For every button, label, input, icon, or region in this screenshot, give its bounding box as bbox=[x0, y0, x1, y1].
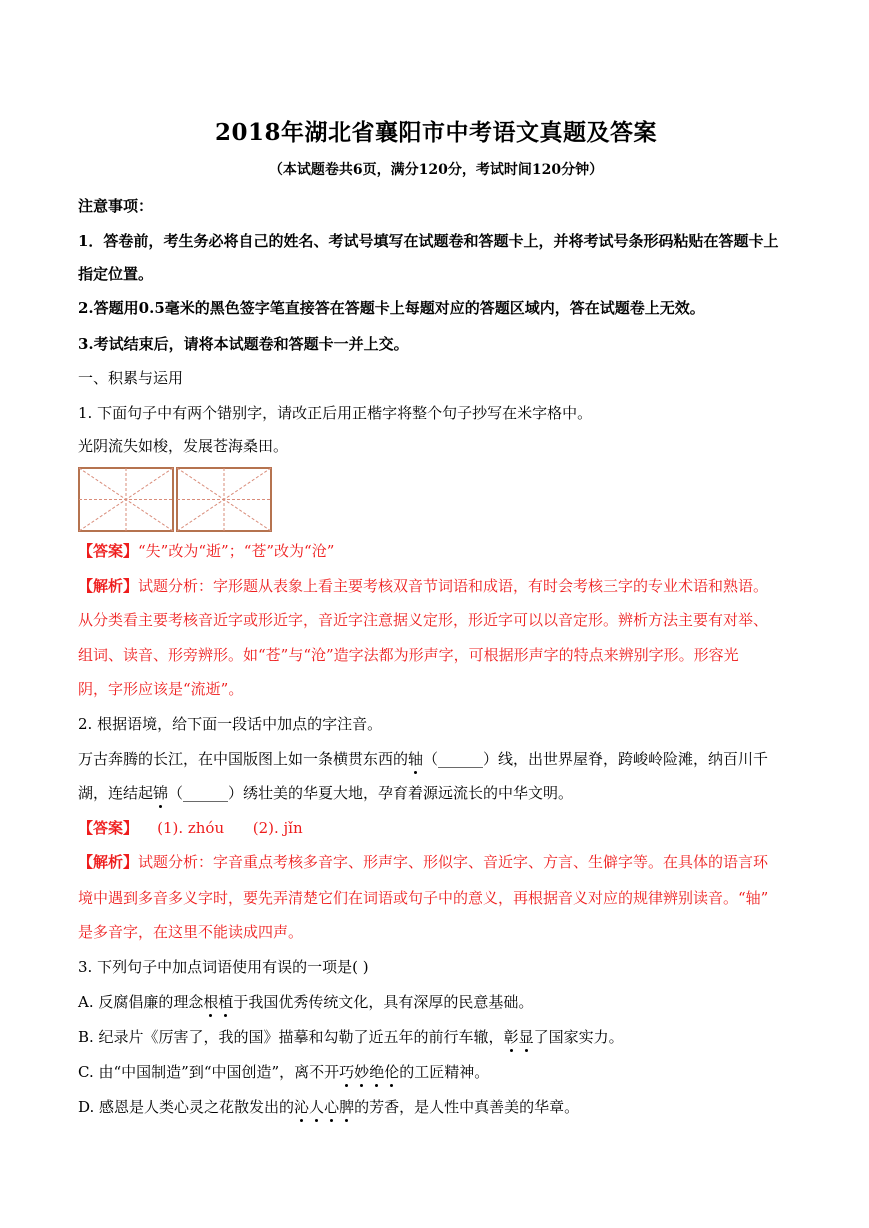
section-heading: 一、积累与运用 bbox=[78, 369, 184, 387]
q3-a-dotted-char: 根 bbox=[203, 993, 219, 1011]
q3-c-dotted-char: 妙 bbox=[354, 1063, 370, 1081]
q2-analysis-line-2: 境中遇到多音多义字时，要先弄清楚它们在词语或句子中的意义，再根据音义对应的规律辨别读音。“轴” bbox=[78, 889, 769, 907]
q3-question: 3. 下列句子中加点词语使用有误的一项是( ) bbox=[78, 958, 369, 976]
notice-heading: 注意事项： bbox=[78, 197, 154, 215]
document-subtitle: （本试题卷共6页，满分120分，考试时间120分钟） bbox=[268, 162, 604, 178]
q2-text-segment: 湖，连结起 bbox=[78, 784, 154, 802]
notice-item-1: 1．答卷前，考生务必将自己的姓名、考试号填写在试题卷和答题卡上，并将考试号条形码粘贴在答题卡上 bbox=[78, 232, 779, 250]
q3-option-c bbox=[78, 1062, 794, 1082]
q2-text-line-2 bbox=[78, 783, 794, 803]
rice-grid-box-1 bbox=[79, 468, 173, 531]
q2-answer bbox=[78, 818, 794, 838]
q3-option-text: B. 纪录片《厉害了，我的国》描摹和勾勒了近五年的前行车辙， bbox=[78, 1028, 504, 1046]
q2-question: 2. 根据语境，给下面一段话中加点的字注音。 bbox=[78, 715, 383, 733]
document-title: 2018年湖北省襄阳市中考语文真题及答案 bbox=[214, 119, 657, 146]
q3-option-text: 的工匠精神。 bbox=[399, 1063, 490, 1081]
q3-d-dotted-char: 心 bbox=[324, 1098, 340, 1116]
q2-analysis bbox=[78, 852, 794, 872]
q2-dotted-char-2: 锦 bbox=[153, 784, 169, 802]
q1-analysis-tag: 【解析】 bbox=[78, 577, 139, 595]
notice-item-2: 2.答题用0.5毫米的黑色签字笔直接答在答题卡上每题对应的答题区域内，答在试题卷上无效。 bbox=[78, 299, 705, 317]
q3-c-dotted-char: 巧 bbox=[339, 1063, 355, 1081]
q3-option-text: C. 由“中国制造”到“中国创造”，离不开 bbox=[78, 1063, 340, 1081]
q1-analysis-line-1: 试题分析：字形题从表象上看主要考核双音节词语和成语，有时会考核三字的专业术语和熟语。 bbox=[138, 577, 769, 595]
q1-analysis-line-2: 从分类看主要考核音近字或形近字，音近字注意据义定形，形近字可以以音定形。辨析方法主要有对举、 bbox=[78, 611, 769, 629]
q2-analysis-tag: 【解析】 bbox=[78, 853, 139, 871]
q3-option-text: 了国家实力。 bbox=[533, 1028, 624, 1046]
q1-analysis-line-3: 组词、读音、形旁辨形。如“苍”与“沧”造字法都为形声字，可根据形声字的特点来辨别字形。形容光 bbox=[78, 646, 739, 664]
q3-option-d bbox=[78, 1097, 794, 1117]
q3-d-dotted-char: 人 bbox=[309, 1098, 325, 1116]
q1-analysis-line-4: 阴，字形应该是“流逝”。 bbox=[78, 680, 244, 698]
notice-item-1-cont: 指定位置。 bbox=[78, 265, 154, 283]
q3-b-dotted-char: 彰 bbox=[503, 1028, 519, 1046]
q2-analysis-line-3: 是多音字，在这里不能读成四声。 bbox=[78, 923, 304, 941]
q3-c-dotted-char: 伦 bbox=[384, 1063, 400, 1081]
q2-text-segment: （______）线，出世界屋脊，跨峻岭险滩，纳百川千 bbox=[423, 750, 769, 768]
q1-question: 1. 下面句子中有两个错别字，请改正后用正楷字将整个句子抄写在米字格中。 bbox=[78, 404, 593, 422]
q2-answer-tag: 【答案】 bbox=[78, 819, 139, 837]
q3-d-dotted-char: 沁 bbox=[294, 1098, 310, 1116]
q2-dotted-char-1: 轴 bbox=[408, 750, 424, 768]
q3-option-text: A. 反腐倡廉的理念 bbox=[78, 993, 204, 1011]
q1-analysis bbox=[78, 576, 794, 596]
q3-c-dotted-char: 绝 bbox=[369, 1063, 385, 1081]
q1-sentence: 光阴流失如梭，发展苍海桑田。 bbox=[78, 437, 289, 455]
q3-option-text: 的芳香，是人性中真善美的华章。 bbox=[354, 1098, 580, 1116]
q2-answer-text: (1). zhóu (2). jǐn bbox=[138, 819, 303, 837]
q3-b-dotted-char: 显 bbox=[518, 1028, 534, 1046]
q3-option-b bbox=[78, 1027, 794, 1047]
q2-text-segment: （______）绣壮美的华夏大地，孕育着源远流长的中华文明。 bbox=[168, 784, 574, 802]
q3-d-dotted-char: 脾 bbox=[339, 1098, 355, 1116]
rice-grid-box-2 bbox=[177, 468, 271, 531]
notice-item-3: 3.考试结束后，请将本试题卷和答题卡一并上交。 bbox=[78, 335, 409, 353]
q2-text-segment: 万古奔腾的长江，在中国版图上如一条横贯东西的 bbox=[78, 750, 409, 768]
q3-option-text: D. 感恩是人类心灵之花散发出的 bbox=[78, 1098, 295, 1116]
q3-a-dotted-char: 植 bbox=[218, 993, 234, 1011]
q1-answer-text: “失”改为“逝”；“苍”改为“沧” bbox=[138, 542, 335, 560]
q2-analysis-line-1: 试题分析：字音重点考核多音字、形声字、形似字、音近字、方言、生僻字等。在具体的语言环 bbox=[138, 853, 769, 871]
q1-answer bbox=[78, 541, 794, 561]
q2-text-line-1 bbox=[78, 749, 794, 769]
rice-grid-boxes bbox=[78, 467, 274, 533]
q1-answer-tag: 【答案】 bbox=[78, 542, 139, 560]
q3-option-a bbox=[78, 992, 794, 1012]
q3-option-text: 于我国优秀传统文化，具有深厚的民意基础。 bbox=[233, 993, 534, 1011]
